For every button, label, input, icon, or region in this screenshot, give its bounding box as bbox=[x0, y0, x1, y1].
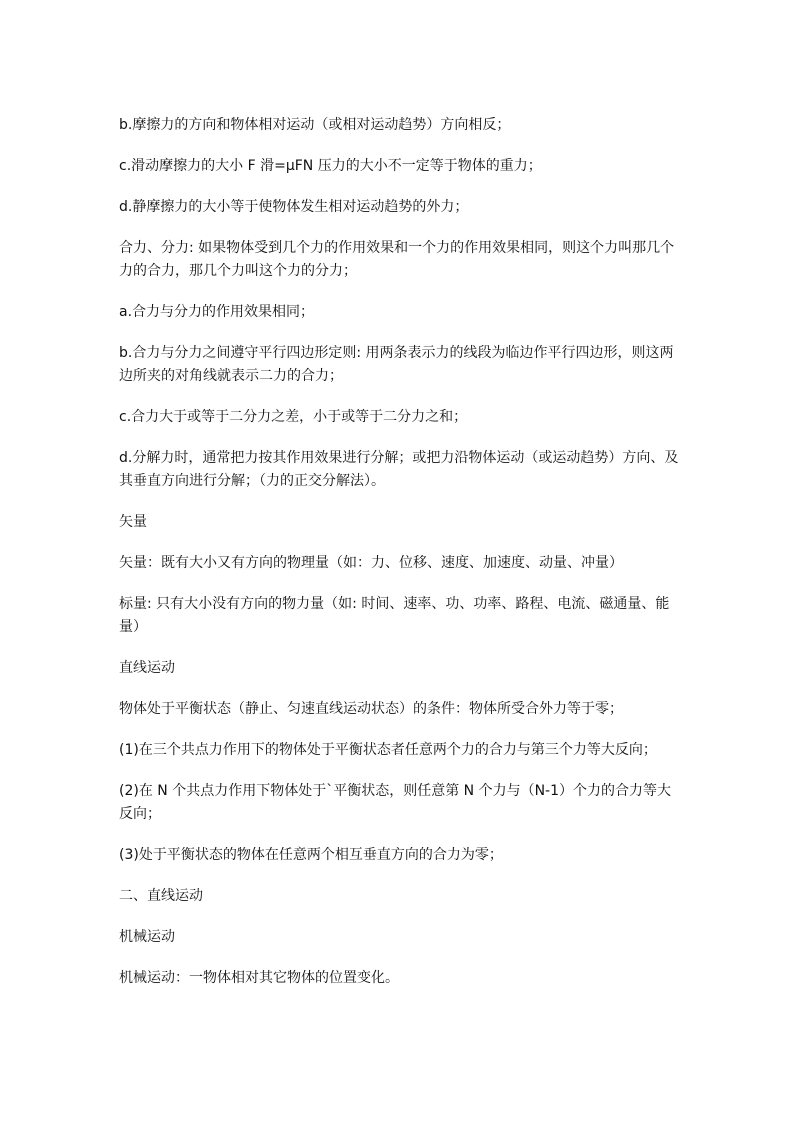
paragraph-force-decomposition: d.分解力时，通常把力按其作用效果进行分解；或把力沿物体运动（或运动趋势）方向、及其垂直方向进行分解；（力的正交分解法）。 bbox=[119, 450, 679, 489]
paragraph-friction-direction: b.摩擦力的方向和物体相对运动（或相对运动趋势）方向相反； bbox=[119, 117, 511, 133]
paragraph-mechanical-motion-definition: 机械运动：一物体相对其它物体的位置变化。 bbox=[119, 970, 399, 986]
heading-mechanical-motion: 机械运动 bbox=[119, 929, 175, 945]
paragraph-static-friction: d.静摩擦力的大小等于使物体发生相对运动趋势的外力； bbox=[119, 199, 469, 215]
paragraph-three-forces: (1)在三个共点力作用下的物体处于平衡状态者任意两个力的合力与第三个力等大反向； bbox=[119, 742, 657, 758]
paragraph-resultant-range: c.合力大于或等于二分力之差，小于或等于二分力之和； bbox=[119, 409, 468, 425]
paragraph-perpendicular-zero: (3)处于平衡状态的物体在任意两个相互垂直方向的合力为零； bbox=[119, 847, 503, 863]
paragraph-equilibrium-condition: 物体处于平衡状态（静止、匀速直线运动状态）的条件：物体所受合外力等于零； bbox=[119, 701, 623, 717]
paragraph-parallelogram-rule: b.合力与分力之间遵守平行四边形定则: 用两条表示力的线段为临边作平行四边形，则这两边所夹的对角线就表示二力的合力； bbox=[119, 345, 674, 384]
heading-vector: 矢量 bbox=[119, 514, 147, 530]
heading-section-two: 二、直线运动 bbox=[119, 888, 203, 904]
document-body bbox=[119, 114, 679, 1008]
heading-linear-motion: 直线运动 bbox=[119, 660, 175, 676]
paragraph-resultant-force-definition: 合力、分力: 如果物体受到几个力的作用效果和一个力的作用效果相同，则这个力叫那几个力的合力，那几个力叫这个力的分力； bbox=[119, 240, 675, 279]
paragraph-vector-definition: 矢量：既有大小又有方向的物理量（如：力、位移、速度、加速度、动量、冲量） bbox=[119, 555, 623, 571]
paragraph-resultant-effect: a.合力与分力的作用效果相同； bbox=[119, 304, 315, 320]
paragraph-scalar-definition: 标量: 只有大小没有方向的物力量（如: 时间、速率、功、功率、路程、电流、磁通量、能量） bbox=[119, 596, 670, 635]
paragraph-n-forces: (2)在 N 个共点力作用下物体处于`平衡状态，则任意第 N 个力与（N-1）个力的合力等大反向； bbox=[119, 783, 672, 822]
paragraph-sliding-friction: c.滑动摩擦力的大小 F 滑=μFN 压力的大小不一定等于物体的重力； bbox=[119, 158, 542, 174]
